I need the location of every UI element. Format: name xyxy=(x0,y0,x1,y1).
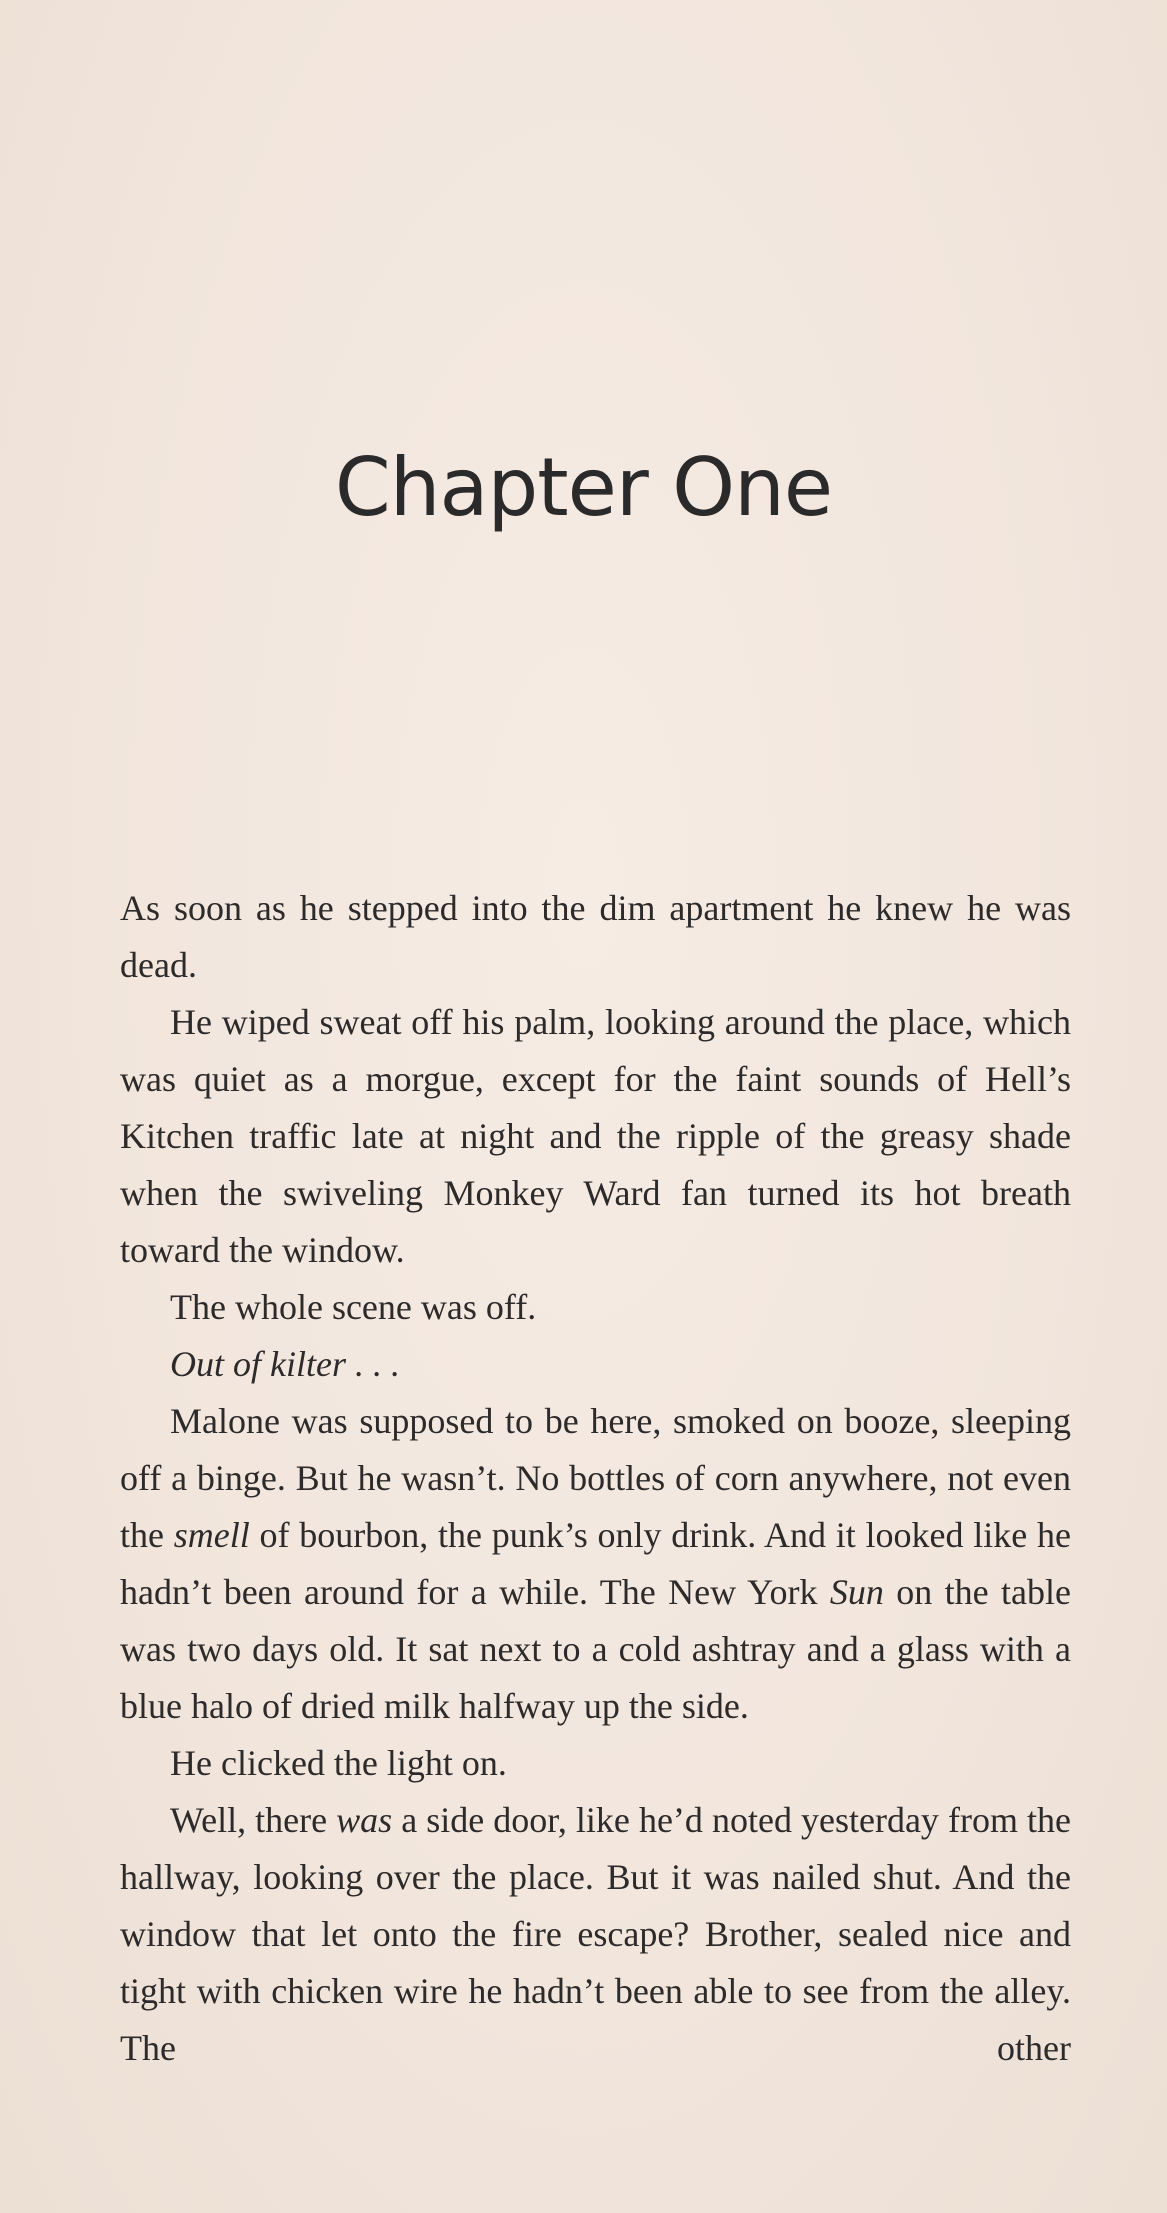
paragraph xyxy=(120,994,1071,1279)
paragraph xyxy=(120,1735,1071,1792)
text-run: He wiped sweat off his palm, looking around the place, which was quiet as a morgue, except for the faint sounds of Hell’s Kitchen traffic late at night and the ripple of the greasy shade when the swiveling Monkey Ward fan turned its hot breath toward the window. xyxy=(120,1002,1071,1270)
text-run: He clicked the light on. xyxy=(170,1743,507,1783)
paragraph xyxy=(120,1393,1071,1735)
paragraph xyxy=(120,1279,1071,1336)
paragraph xyxy=(120,1336,1071,1393)
text-run: a side door, like he’d noted yesterday from the hallway, looking over the place. But it was nailed shut. And the window that let onto the fire escape? Brother, sealed nice and tight with chicken wire he hadn’t been able to see from the alley. The other xyxy=(120,1800,1071,2068)
text-run: on the table was two days old. It sat next to a cold ashtray and a glass with a blue halo of dried milk halfway up the side. xyxy=(120,1572,1071,1726)
text-run: Well, there xyxy=(170,1800,337,1840)
text-run: The whole scene was off. xyxy=(170,1287,537,1327)
text-run: As soon as he stepped into the dim apartment he knew he was dead. xyxy=(120,888,1071,985)
chapter-title: Chapter One xyxy=(334,441,833,534)
text-run: Malone was supposed to be here, smoked on booze, sleeping off a binge. But he wasn’t. No bottles of corn anywhere, not even the xyxy=(120,1401,1071,1555)
paragraph xyxy=(120,880,1071,994)
text-run: of bourbon, the punk’s only drink. And it looked like he hadn’t been around for a while. The New York xyxy=(120,1515,1072,1612)
italic-text: was xyxy=(336,1800,393,1840)
italic-text: Out of kilter . . . xyxy=(170,1344,400,1384)
italic-text: smell xyxy=(173,1515,250,1555)
body-text xyxy=(120,880,1071,2077)
paragraph xyxy=(120,1792,1071,2077)
italic-text: Sun xyxy=(829,1572,884,1612)
